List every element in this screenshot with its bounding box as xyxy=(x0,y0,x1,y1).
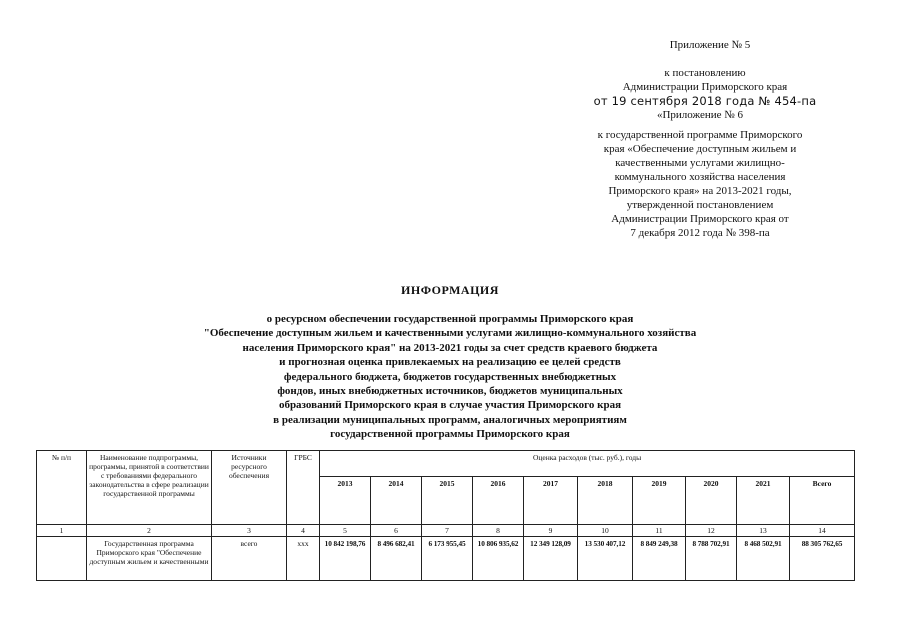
subtitle-line: государственной программы Приморского края xyxy=(330,428,570,441)
header-year: 2014 xyxy=(371,477,422,525)
program-ref-line: утвержденной постановлением xyxy=(626,199,774,211)
program-ref-line: качественными услугами жилищно- xyxy=(615,157,785,169)
header-year: 2020 xyxy=(686,477,737,525)
header-name: Наименование подпрограммы, программы, принятой в соответствии с требованиями федерального законодательства в сфере реализации государственной программы xyxy=(87,451,212,525)
decree-reference xyxy=(590,66,820,108)
subtitle-line: и прогнозная оценка привлекаемых на реализацию ее целей средств xyxy=(279,356,621,369)
decree-line-1: к постановлению xyxy=(664,67,746,79)
column-number: 2 xyxy=(87,525,212,537)
column-number: 12 xyxy=(686,525,737,537)
header-no: № п/п xyxy=(37,451,87,525)
column-number: 14 xyxy=(790,525,855,537)
column-number: 10 xyxy=(578,525,633,537)
column-number: 13 xyxy=(737,525,790,537)
header-year: 2018 xyxy=(578,477,633,525)
column-number: 8 xyxy=(473,525,524,537)
decree-line-2: Администрации Приморского края xyxy=(622,81,788,93)
program-ref-line: Администрации Приморского края от xyxy=(611,213,789,225)
subtitle-line: "Обеспечение доступным жильем и качественными услугами жилищно-коммунального хозяйства xyxy=(203,327,697,340)
header-year: 2015 xyxy=(422,477,473,525)
subtitle-line: федерального бюджета, бюджетов государственных внебюджетных xyxy=(283,370,617,383)
subtitle-line: о ресурсном обеспечении государственной программы Приморского края xyxy=(266,313,634,325)
program-reference xyxy=(560,128,840,240)
row-source: всего xyxy=(212,537,287,581)
appendix-6-label: «Приложение № 6 xyxy=(656,109,744,121)
table-row xyxy=(37,537,855,581)
column-number: 3 xyxy=(212,525,287,537)
amount-2020: 8 788 702,91 xyxy=(686,537,737,581)
header-grbs: ГРБС xyxy=(287,451,320,525)
column-number: 9 xyxy=(524,525,578,537)
subtitle-line: фондов, иных внебюджетных источников, бюджетов муниципальных xyxy=(277,385,623,398)
column-number: 11 xyxy=(633,525,686,537)
header-estimate: Оценка расходов (тыс. руб.), годы xyxy=(320,451,855,477)
column-number: 5 xyxy=(320,525,371,537)
appendix-5-label: Приложение № 5 xyxy=(669,39,751,51)
subtitle-line: населения Приморского края" на 2013-2021 годы за счет средств краевого бюджета xyxy=(242,341,658,354)
amount-2016: 10 806 935,62 xyxy=(473,537,524,581)
table-number-row xyxy=(37,525,855,537)
subtitle-line: образований Приморского края в случае участия Приморского края xyxy=(278,399,622,412)
header-year: 2019 xyxy=(633,477,686,525)
amount-2013: 10 842 198,76 xyxy=(320,537,371,581)
amount-2021: 8 468 502,91 xyxy=(737,537,790,581)
program-ref-line: края «Обеспечение доступным жильем и xyxy=(603,143,797,155)
table-header-row xyxy=(37,451,855,477)
row-grbs: ххх xyxy=(287,537,320,581)
subtitle-line: в реализации муниципальных программ, аналогичных мероприятиям xyxy=(273,413,627,426)
amount-2019: 8 849 249,38 xyxy=(633,537,686,581)
header-year: 2017 xyxy=(524,477,578,525)
document-subtitle xyxy=(200,312,700,442)
amount-2017: 12 349 128,09 xyxy=(524,537,578,581)
column-number: 6 xyxy=(371,525,422,537)
header-year: 2021 xyxy=(737,477,790,525)
decree-line-3: от 19 сентября 2018 года № 454-па xyxy=(593,94,817,108)
program-ref-line: к государственной программе Приморского xyxy=(597,129,803,141)
header-year: 2016 xyxy=(473,477,524,525)
column-number: 4 xyxy=(287,525,320,537)
resource-table xyxy=(36,450,854,581)
amount-2014: 8 496 682,41 xyxy=(371,537,422,581)
column-number: 1 xyxy=(37,525,87,537)
amount-2018: 13 530 407,12 xyxy=(578,537,633,581)
program-ref-line: 7 декабря 2012 года № 398-па xyxy=(630,227,770,239)
header-year: 2013 xyxy=(320,477,371,525)
document-title: ИНФОРМАЦИЯ xyxy=(401,283,499,297)
row-name: Государственная программа Приморского края "Обеспечение доступным жильем и качественными xyxy=(87,537,212,581)
amount-2015: 6 173 955,45 xyxy=(422,537,473,581)
program-ref-line: Приморского края» на 2013-2021 годы, xyxy=(608,185,792,197)
row-no xyxy=(37,537,87,581)
column-number: 7 xyxy=(422,525,473,537)
amount-total: 88 305 762,65 xyxy=(790,537,855,581)
header-total: Всего xyxy=(790,477,855,525)
program-ref-line: коммунального хозяйства населения xyxy=(614,171,786,183)
header-source: Источники ресурсного обеспечения xyxy=(212,451,287,525)
